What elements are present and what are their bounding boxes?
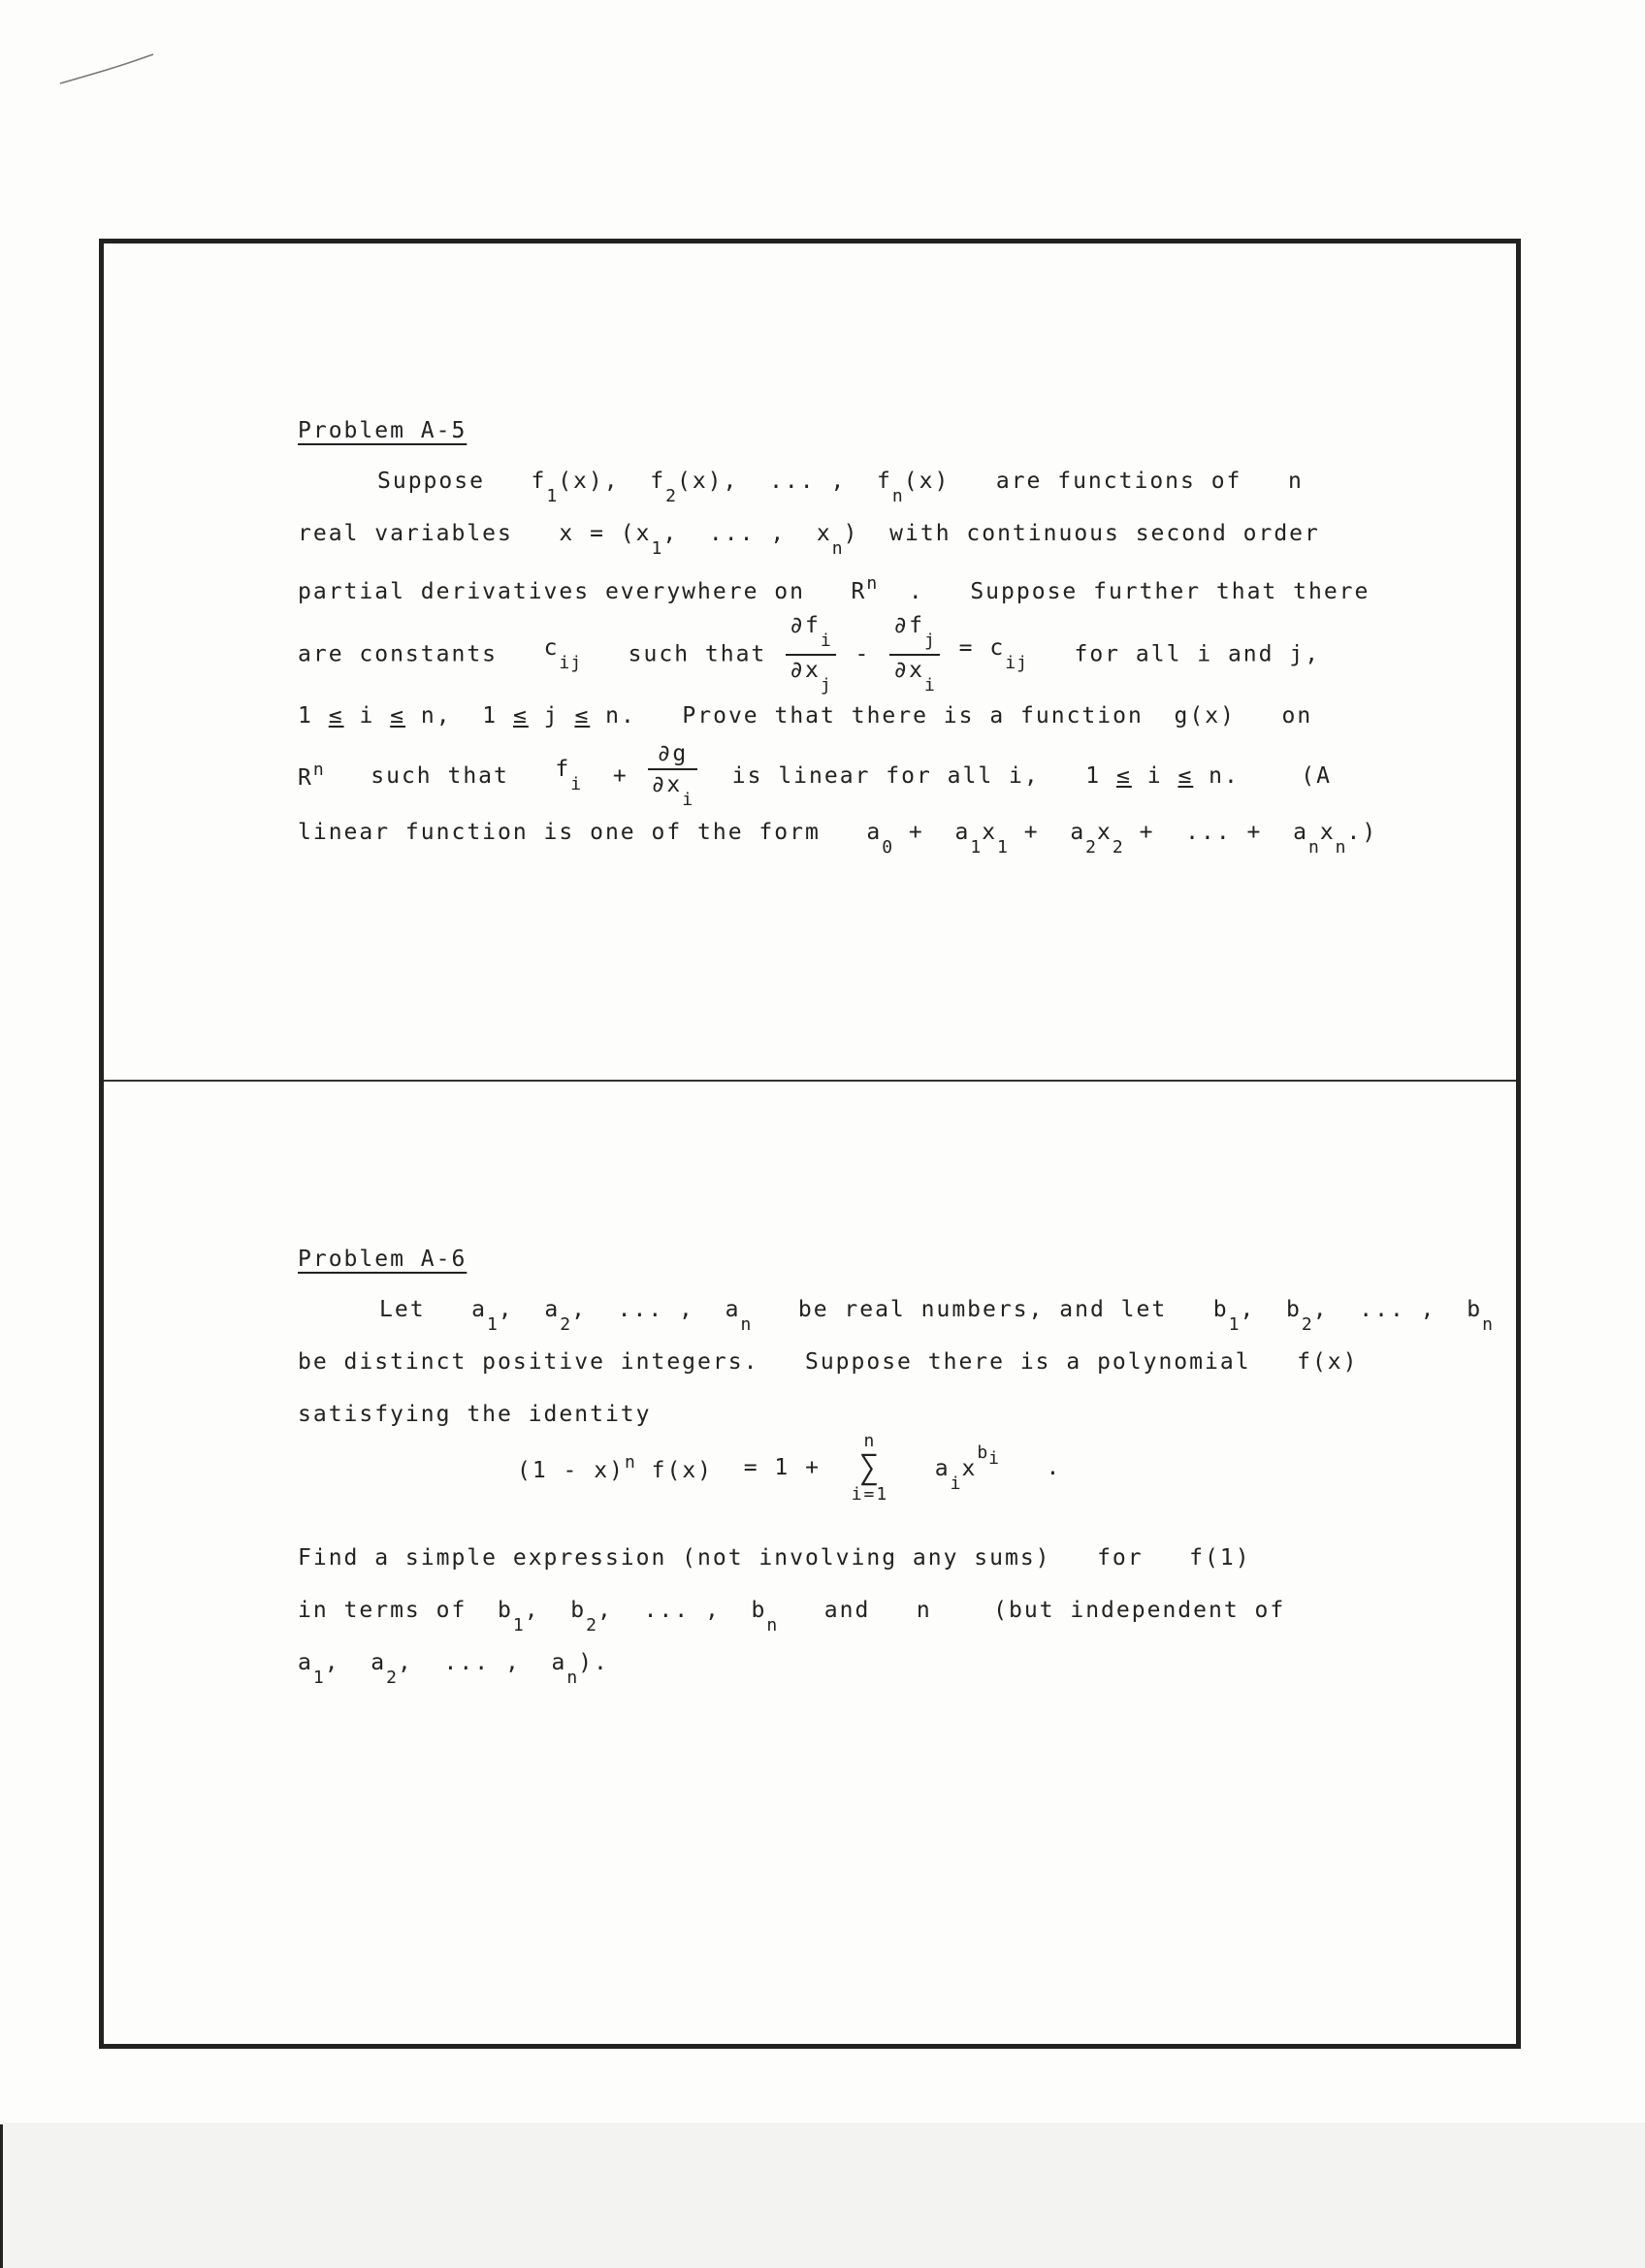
a5-line-4: are constants $c_{ij}$ such that $\frac{\partial f_i}{\partial x_j}$ - $\frac{\partial f_j}{\partial x_i}$ = $c_{ij}$ for all i and j, (298, 613, 1321, 696)
a6-identity: (1 - x)$^n$ f(x) = 1 + n ∑ i=1 $a_ix^{b_i}$ . (517, 1431, 1062, 1506)
a6-line-3: satisfying the identity (298, 1402, 652, 1427)
a5-line-6: $R^n$ such that $f_i$ + $\frac{\partial g}{\partial x_i}$ is linear for all i, 1 ≤ i ≤ n. (A (298, 741, 1332, 811)
a5-line-5: 1 ≤ i ≤ n, 1 ≤ j ≤ n. Prove that there is a function g(x) on (298, 703, 1313, 729)
pencil-mark (58, 50, 155, 89)
a6-line-7: $a_1$, $a_2$, ... , $a_n$). (298, 1650, 609, 1688)
problem-frame (99, 239, 1521, 2049)
a6-line-5: Find a simple expression (not involving any sums) for f(1) (298, 1545, 1251, 1571)
a6-line-6: in terms of $b_1$, $b_2$, ... , $b_n$ and n (but independent of (298, 1598, 1286, 1636)
a5-line-1: Suppose $f_1(x)$, $f_2(x)$, ... , $f_n(x)$ are functions of n (377, 469, 1304, 506)
partial-fraction-g-xi: $\frac{\partial g}{\partial x_i}$ (648, 742, 698, 810)
a6-line-2: be distinct positive integers. Suppose there is a polynomial f(x) (298, 1349, 1359, 1375)
page-bottom-margin (0, 2122, 1645, 2268)
a5-line-3: partial derivatives everywhere on $R^n$ . Suppose further that there (298, 573, 1371, 604)
problem-a5-heading: Problem A-5 (298, 418, 468, 443)
section-divider (104, 1080, 1516, 1082)
page-edge-shadow (0, 2124, 3, 2268)
partial-fraction-fi-xj: $\frac{\partial f_i}{\partial x_j}$ (786, 614, 836, 696)
partial-fraction-fj-xi: $\frac{\partial f_j}{\partial x_i}$ (889, 614, 940, 696)
a6-line-1: Let $a_1$, $a_2$, ... , $a_n$ be real numbers, and let $b_1$, $b_2$, ... , $b_n$ (379, 1297, 1494, 1335)
problem-a6-heading: Problem A-6 (298, 1247, 468, 1272)
a5-line-2: real variables $x = (x_1$, ... , $x_n$) with continuous second order (298, 521, 1320, 559)
summation: n ∑ i=1 (851, 1431, 889, 1506)
a5-line-7: linear function is one of the form $a_0 + a_1x_1 + a_2x_2$ + ... + $a_nx_n$.) (298, 820, 1378, 858)
